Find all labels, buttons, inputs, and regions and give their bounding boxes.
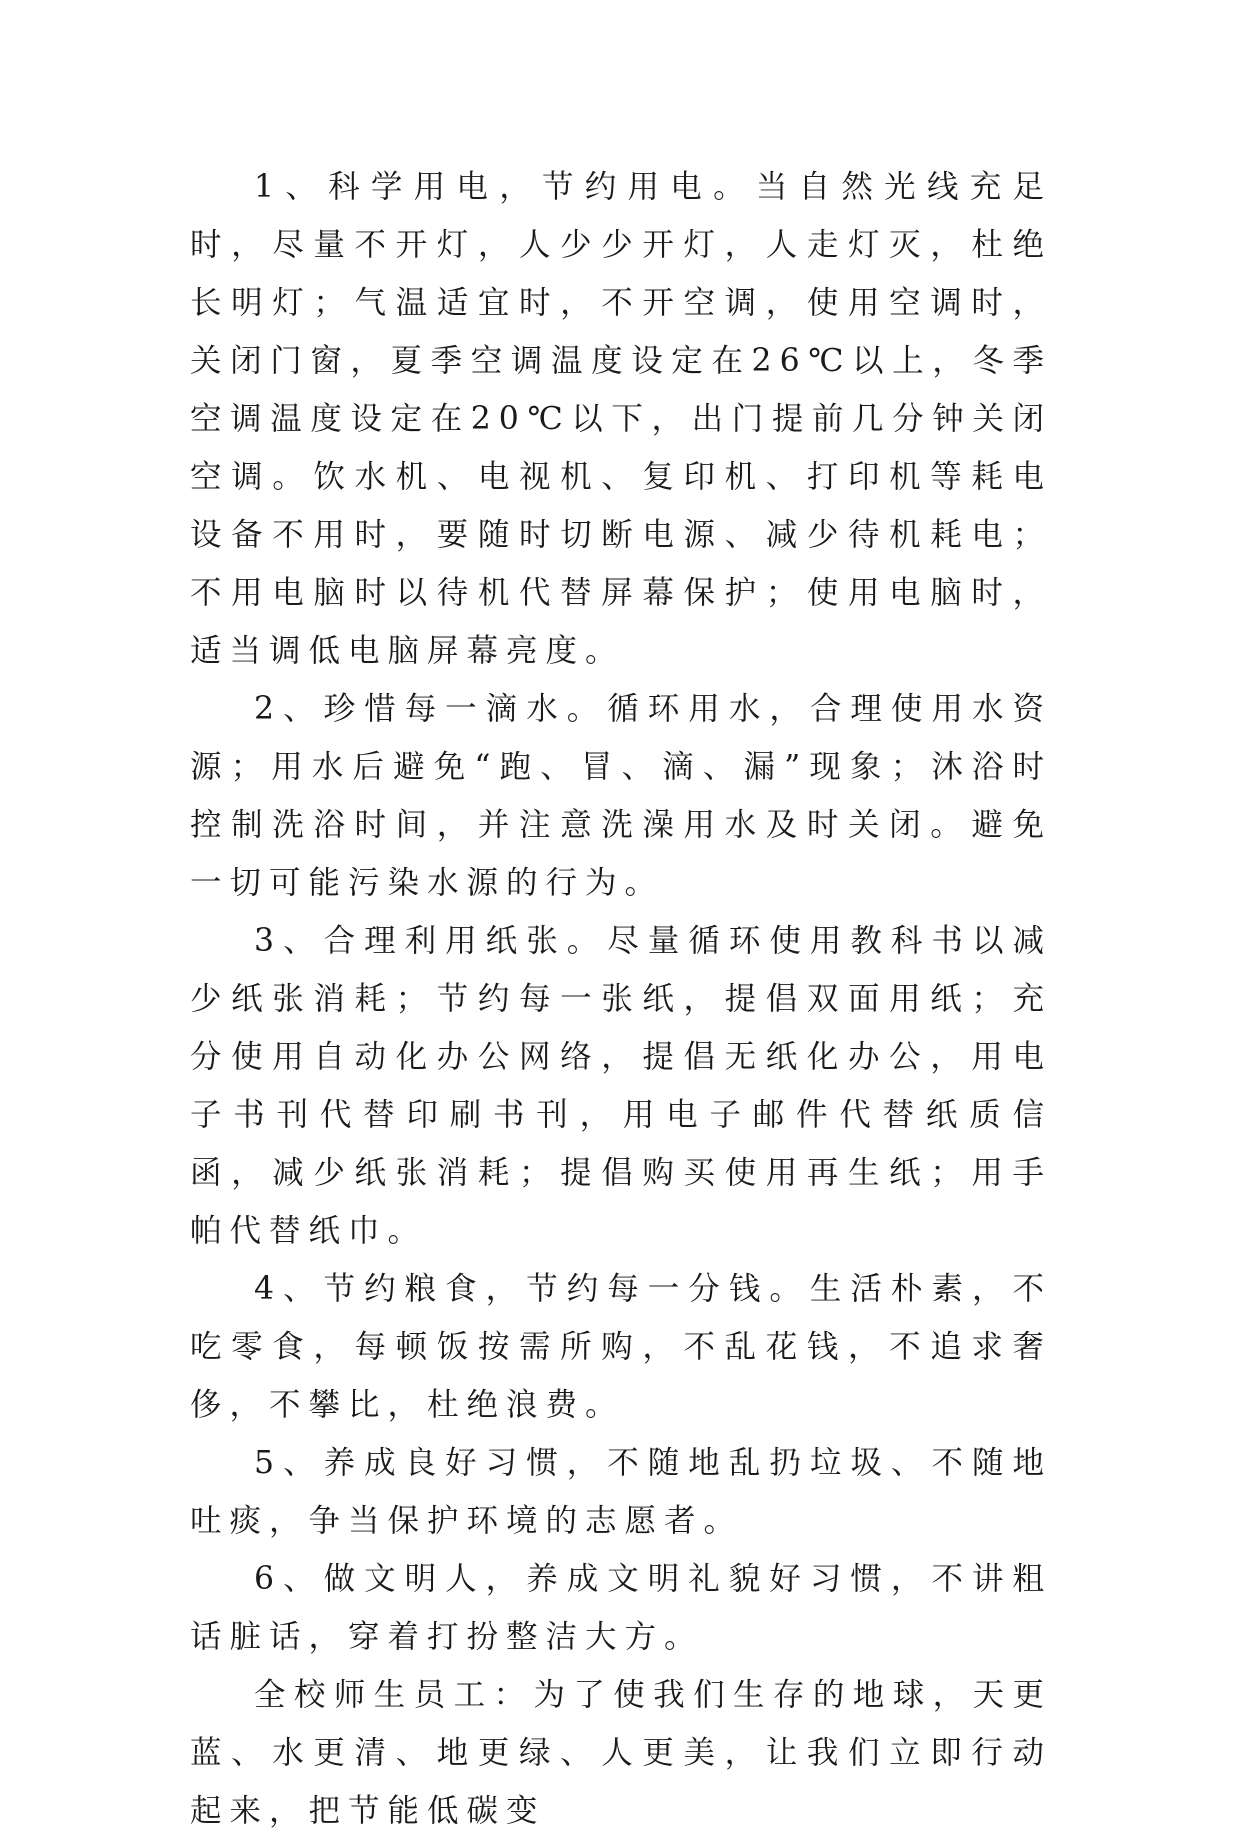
paragraph-water: 2、珍惜每一滴水。循环用水，合理使用水资源；用水后避免“跑、冒、滴、漏”现象；沐浴时控制洗浴时间，并注意洗澡用水及时关闭。避免一切可能污染水源的行为。	[190, 691, 1052, 901]
paragraph-electricity: 1、科学用电，节约用电。当自然光线充足时，尽量不开灯，人少少开灯，人走灯灭，杜绝长明灯；气温适宜时，不开空调，使用空调时，关闭门窗，夏季空调温度设定在26℃以上，冬季空调温度设定在20℃以下，出门提前几分钟关闭空调。饮水机、电视机、复印机、打印机等耗电设备不用时，要随时切断电源、减少待机耗电；不用电脑时以待机代替屏幕保护；使用电脑时，适当调低电脑屏幕亮度。	[190, 169, 1052, 669]
paragraph-paper: 3、合理利用纸张。尽量循环使用教科书以减少纸张消耗；节约每一张纸，提倡双面用纸；充分使用自动化办公网络，提倡无纸化办公，用电子书刊代替印刷书刊，用电子邮件代替纸质信函，减少纸张消耗；提倡购买使用再生纸；用手帕代替纸巾。	[190, 923, 1052, 1249]
paragraph-habits: 5、养成良好习惯，不随地乱扔垃圾、不随地吐痰，争当保护环境的志愿者。	[190, 1445, 1052, 1539]
document-page	[190, 158, 1052, 1840]
paragraph-civility: 6、做文明人，养成文明礼貌好习惯，不讲粗话脏话，穿着打扮整洁大方。	[190, 1561, 1052, 1655]
paragraph-food: 4、节约粮食，节约每一分钱。生活朴素，不吃零食，每顿饭按需所购，不乱花钱，不追求奢侈，不攀比，杜绝浪费。	[190, 1271, 1052, 1423]
paragraph-call-to-action: 全校师生员工：为了使我们生存的地球，天更蓝、水更清、地更绿、人更美，让我们立即行动起来，把节能低碳变	[190, 1677, 1052, 1829]
